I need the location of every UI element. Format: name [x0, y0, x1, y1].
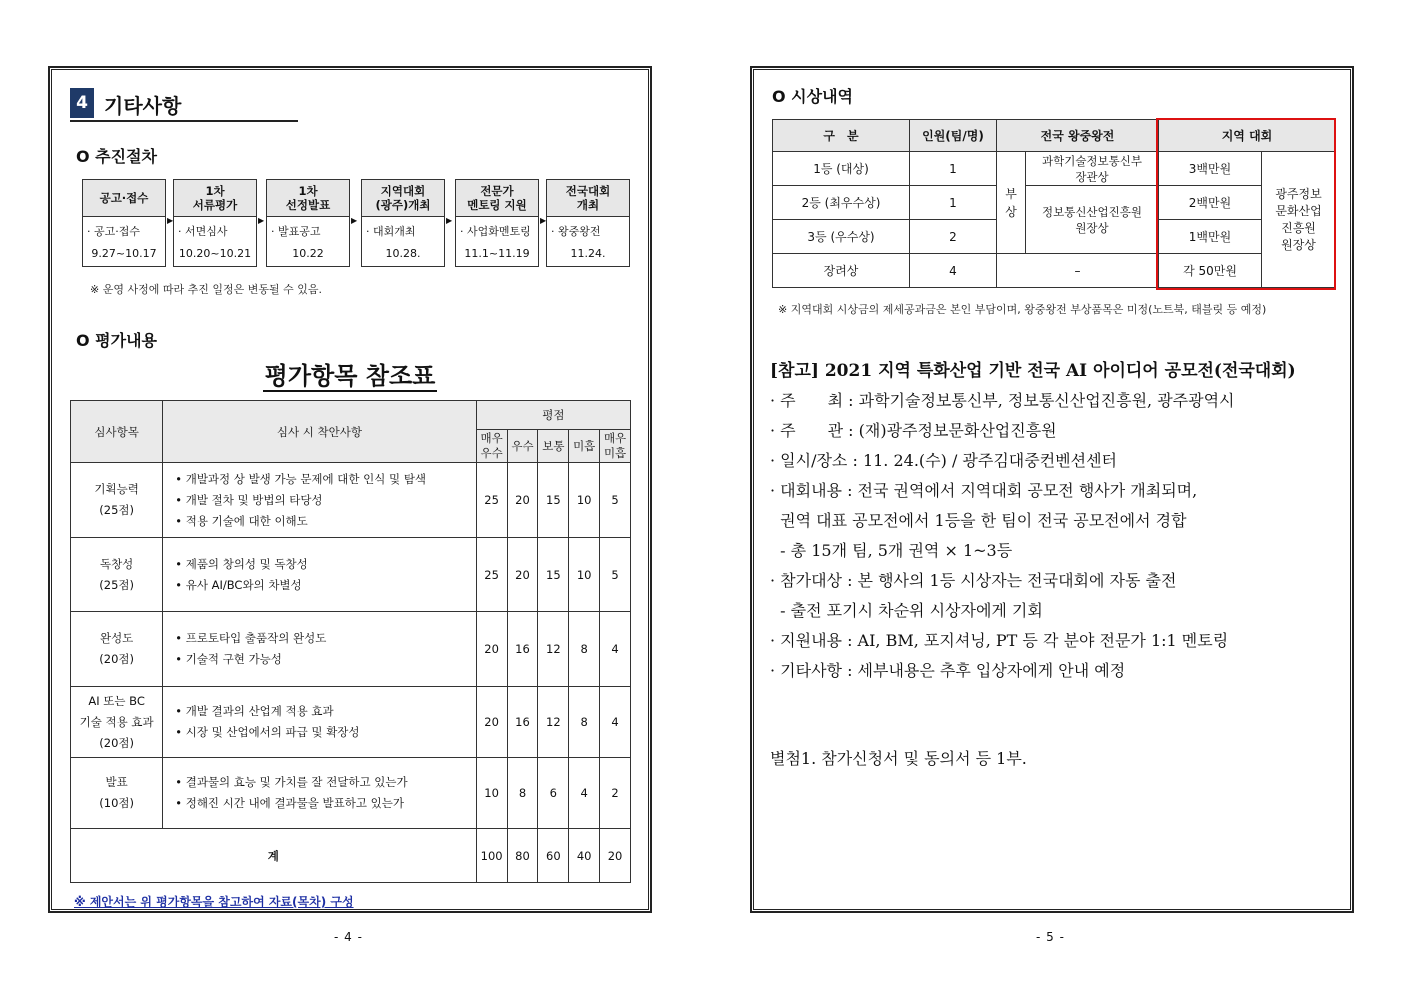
- score-cell: 10: [569, 463, 600, 538]
- award-rank: 1등 (대상): [773, 152, 910, 186]
- procedure-step-action: · 공고·접수: [87, 225, 140, 238]
- procedure-step-title: 전국대회 개최: [547, 180, 629, 217]
- award-regional-prize: 2백만원: [1159, 186, 1262, 220]
- header-grade: 매우 미흡: [600, 430, 631, 463]
- total-score-cell: 20: [600, 829, 631, 883]
- score-cell: 15: [538, 538, 569, 612]
- award-regional-prize: 1백만원: [1159, 220, 1262, 254]
- procedure-step-action: · 발표공고: [271, 225, 321, 238]
- arrow-right-icon: ▶: [167, 216, 174, 225]
- procedure-step-date: 9.27~10.17: [91, 247, 157, 260]
- criteria-item: • 기술적 구현 가능성: [187, 649, 475, 670]
- page-5: [750, 66, 1354, 913]
- award-header-count: 인원(팀/명): [910, 120, 997, 152]
- evaluation-row: [71, 687, 631, 758]
- evaluation-note: ※ 제안서는 위 평가항목을 참고하여 자료(목차) 구성: [74, 895, 354, 909]
- procedure-step-action: · 왕중왕전: [551, 225, 601, 238]
- total-score-cell: 100: [476, 829, 507, 883]
- evaluation-item: AI 또는 BC 기술 적용 효과 (20점): [71, 687, 163, 758]
- evaluation-criteria: [163, 612, 476, 687]
- award-rank: 장려상: [773, 254, 910, 288]
- total-label: 계: [71, 829, 477, 883]
- procedure-step-action: · 대회개최: [366, 225, 416, 238]
- procedure-step-title: 1차 선정발표: [267, 180, 349, 217]
- score-cell: 8: [569, 687, 600, 758]
- award-national: 정보통신산업진흥원 원장상: [1026, 186, 1159, 254]
- procedure-heading: O 추진절차: [76, 147, 157, 166]
- total-score-cell: 60: [538, 829, 569, 883]
- evaluation-heading: O 평가내용: [76, 331, 157, 350]
- arrow-right-icon: ▶: [351, 216, 358, 225]
- procedure-step-title: 1차 서류평가: [174, 180, 256, 217]
- evaluation-row: [71, 538, 631, 612]
- criteria-item: • 프로토타입 출품작의 완성도: [187, 628, 475, 649]
- score-cell: 25: [476, 538, 507, 612]
- header-item: 심사항목: [71, 401, 163, 463]
- award-count: 1: [910, 152, 997, 186]
- procedure-step-date: 11.1~11.19: [464, 247, 530, 260]
- reference-line: · 지원내용 : AI, BM, 포지셔닝, PT 등 각 분야 전문가 1:1 멘토링: [770, 631, 1229, 650]
- criteria-item: • 유사 AI/BC와의 차별성: [187, 575, 475, 596]
- reference-line: 권역 대표 공모전에서 1등을 한 팀이 전국 공모전에서 경합: [770, 511, 1187, 530]
- score-cell: 8: [569, 612, 600, 687]
- total-score-cell: 80: [507, 829, 538, 883]
- award-regional-prize: 3백만원: [1159, 152, 1262, 186]
- procedure-step-title: 공고·접수: [83, 180, 165, 217]
- procedure-step-date: 11.24.: [570, 247, 606, 260]
- criteria-item: • 제품의 창의성 및 독창성: [187, 554, 475, 575]
- reference-title: [참고] 2021 지역 특화산업 기반 전국 AI 아이디어 공모전(전국대회): [770, 361, 1296, 381]
- attachment-line: 별첨1. 참가신청서 및 동의서 등 1부.: [770, 749, 1027, 768]
- criteria-item: • 개발 결과의 산업계 적용 효과: [187, 701, 475, 722]
- procedure-note: ※ 운영 사정에 따라 추진 일정은 변동될 수 있음.: [90, 283, 322, 296]
- reference-line: · 기타사항 : 세부내용은 추후 입상자에게 안내 예정: [770, 661, 1126, 680]
- evaluation-criteria: [163, 538, 476, 612]
- procedure-step: [546, 179, 630, 267]
- header-consider: 심사 시 착안사항: [163, 401, 476, 463]
- score-cell: 12: [538, 687, 569, 758]
- score-cell: 20: [476, 612, 507, 687]
- award-row: [773, 186, 1336, 220]
- score-cell: 25: [476, 463, 507, 538]
- criteria-item: • 적용 기술에 대한 이해도: [187, 511, 475, 532]
- section-number: 4: [70, 88, 94, 118]
- criteria-item: • 개발 절차 및 방법의 타당성: [187, 490, 475, 511]
- header-grade: 매우 우수: [476, 430, 507, 463]
- award-count: 1: [910, 186, 997, 220]
- procedure-step: [173, 179, 257, 267]
- section-header: [70, 88, 298, 122]
- arrow-right-icon: ▶: [540, 216, 547, 225]
- procedure-step: [266, 179, 350, 267]
- score-cell: 15: [538, 463, 569, 538]
- score-cell: 10: [476, 758, 507, 829]
- evaluation-item: 기획능력 (25점): [71, 463, 163, 538]
- evaluation-table: [70, 400, 631, 883]
- score-cell: 4: [600, 612, 631, 687]
- score-cell: 16: [507, 687, 538, 758]
- header-grade: 미흡: [569, 430, 600, 463]
- reference-line: · 참가대상 : 본 행사의 1등 시상자는 전국대회에 자동 출전: [770, 571, 1177, 590]
- header-grade: 보통: [538, 430, 569, 463]
- award-count: 4: [910, 254, 997, 288]
- reference-line: · 주 최 : 과학기술정보통신부, 정보통신산업진흥원, 광주광역시: [770, 391, 1235, 410]
- score-cell: 4: [569, 758, 600, 829]
- reference-line: · 주 관 : (재)광주정보문화산업진흥원: [770, 421, 1057, 440]
- evaluation-criteria: [163, 687, 476, 758]
- score-cell: 20: [507, 463, 538, 538]
- criteria-item: • 결과물의 효능 및 가치를 잘 전달하고 있는가: [187, 772, 475, 793]
- evaluation-row: [71, 758, 631, 829]
- criteria-item: • 시장 및 산업에서의 파급 및 확장성: [187, 722, 475, 743]
- procedure-step-date: 10.28.: [385, 247, 421, 260]
- evaluation-item: 독창성 (25점): [71, 538, 163, 612]
- score-cell: 10: [569, 538, 600, 612]
- arrow-right-icon: ▶: [446, 216, 453, 225]
- award-regional-title: 광주정보 문화산업 진흥원 원장상: [1262, 152, 1336, 288]
- reference-line: · 대회내용 : 전국 권역에서 지역대회 공모전 행사가 개최되며,: [770, 481, 1198, 500]
- procedure-step-action: · 사업화멘토링: [460, 225, 531, 238]
- evaluation-row: [71, 612, 631, 687]
- page-number-4: - 4 -: [334, 930, 363, 944]
- award-national: 과학기술정보통신부 장관상: [1026, 152, 1159, 186]
- procedure-step: [361, 179, 445, 267]
- score-cell: 4: [600, 687, 631, 758]
- award-rank: 3등 (우수상): [773, 220, 910, 254]
- reference-line: · 일시/장소 : 11. 24.(수) / 광주김대중컨벤션센터: [770, 451, 1117, 470]
- award-row: [773, 152, 1336, 186]
- procedure-step-date: 10.22: [292, 247, 324, 260]
- evaluation-criteria: [163, 463, 476, 538]
- arrow-right-icon: ▶: [258, 216, 265, 225]
- page-4: [48, 66, 652, 913]
- score-cell: 20: [476, 687, 507, 758]
- award-heading: O 시상내역: [772, 87, 853, 106]
- procedure-step-title: 전문가 멘토링 지원: [456, 180, 538, 217]
- award-header-national: 전국 왕중왕전: [997, 120, 1159, 152]
- procedure-step-date: 10.20~10.21: [178, 247, 252, 260]
- award-row: [773, 254, 1336, 288]
- evaluation-item: 발표 (10점): [71, 758, 163, 829]
- score-cell: 12: [538, 612, 569, 687]
- score-cell: 6: [538, 758, 569, 829]
- evaluation-item: 완성도 (20점): [71, 612, 163, 687]
- award-header-rank: 구 분: [773, 120, 910, 152]
- score-cell: 8: [507, 758, 538, 829]
- award-national: –: [997, 254, 1159, 288]
- header-grade: 우수: [507, 430, 538, 463]
- reference-line: - 총 15개 팀, 5개 권역 × 1~3등: [770, 541, 1013, 560]
- procedure-step: [455, 179, 539, 267]
- award-table: [772, 119, 1336, 288]
- total-score-cell: 40: [569, 829, 600, 883]
- award-rank: 2등 (최우수상): [773, 186, 910, 220]
- section-title: 기타사항: [104, 94, 182, 118]
- criteria-item: • 정해진 시간 내에 결과물을 발표하고 있는가: [187, 793, 475, 814]
- award-side-label: 부 상: [997, 152, 1026, 254]
- evaluation-criteria: [163, 758, 476, 829]
- page-number-5: - 5 -: [1036, 930, 1065, 944]
- criteria-item: • 개발과정 상 발생 가능 문제에 대한 인식 및 탐색: [187, 469, 475, 490]
- score-cell: 16: [507, 612, 538, 687]
- procedure-step: [82, 179, 166, 267]
- evaluation-row: [71, 463, 631, 538]
- reference-line: - 출전 포기시 차순위 시상자에게 기회: [770, 601, 1043, 620]
- score-cell: 20: [507, 538, 538, 612]
- score-cell: 5: [600, 538, 631, 612]
- header-score: 평점: [476, 401, 630, 430]
- award-regional-prize: 각 50만원: [1159, 254, 1262, 288]
- score-cell: 2: [600, 758, 631, 829]
- procedure-step-title: 지역대회 (광주)개최: [362, 180, 444, 217]
- score-cell: 5: [600, 463, 631, 538]
- award-note: ※ 지역대회 시상금의 제세공과금은 본인 부담이며, 왕중왕전 부상품목은 미정(노트북, 태블릿 등 예정): [778, 303, 1267, 316]
- award-header-regional: 지역 대회: [1159, 120, 1336, 152]
- evaluation-table-title: 평가항목 참조표: [264, 362, 436, 390]
- award-count: 2: [910, 220, 997, 254]
- procedure-step-action: · 서면심사: [178, 225, 228, 238]
- evaluation-total-row: [71, 829, 631, 883]
